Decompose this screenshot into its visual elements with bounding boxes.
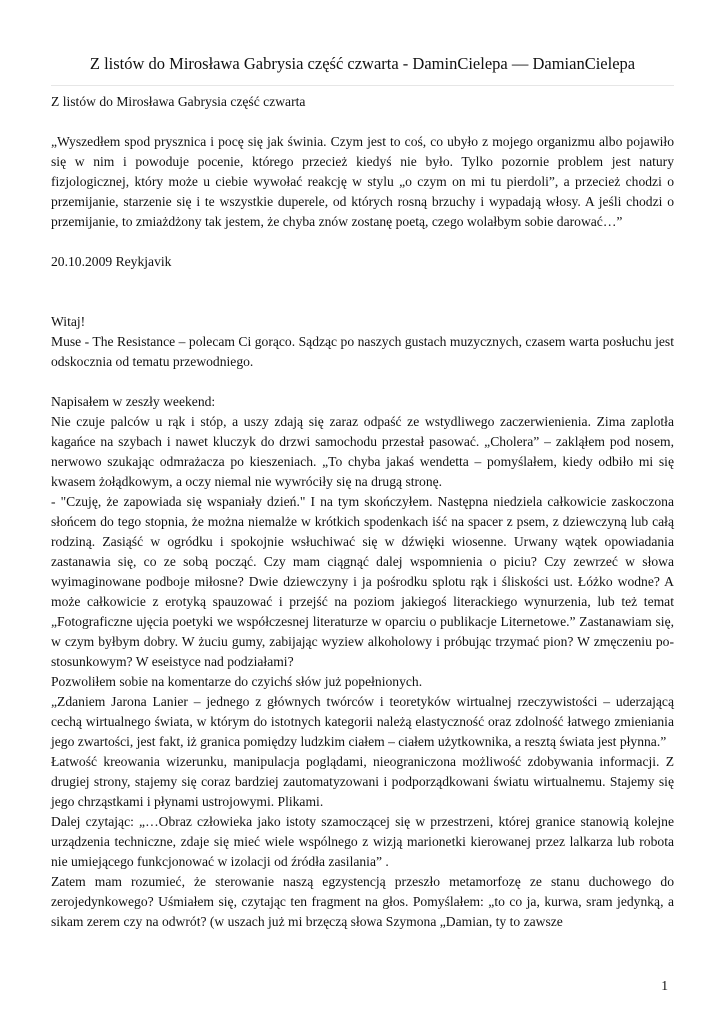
document-body [51, 92, 674, 932]
body-paragraph: Muse - The Resistance – polecam Ci gorąco. Sądząc po naszych gustach muzycznych, czasem warta posłuchu jest odskocznia od tematu przewodniego. [51, 334, 674, 369]
title-divider [51, 85, 674, 86]
body-paragraph: Dalej czytając: „…Obraz człowieka jako istoty szamoczącej się w przestrzeni, której granice stanowią kolejne urządzenia techniczne, zdaje się mieć wiele wspólnego z wizją marionetki kierowanej przez lalkarza lub robota nie umiejącego funkcjonować w izolacji od źródła zasilania” . [51, 814, 674, 869]
body-paragraph: Napisałem w zeszły weekend: [51, 394, 216, 409]
page-number: 1 [661, 978, 668, 993]
body-paragraph: Nie czuje palców u rąk i stóp, a uszy zdają się zaraz odpaść ze wstydliwego zaczerwienienia. Zima zaplotła kagańce na szybach i nawet kluczyk do drzwi samochodu przestał pasować. „Cholera” – zakląłem pod nosem, nerwowo szukając odmrażacza po kieszeniach. „To chyba jakaś wendetta – pomyślałem, kiedy odbiło mi się kwasem żołądkowym, a oczy niemal nie wywróciły się na drugą stronę. [51, 414, 674, 489]
body-paragraph: - "Czuję, że zapowiada się wspaniały dzień." I na tym skończyłem. Następna niedziela całkowicie zaskoczona słońcem do tego stopnia, że można niemalże w krótkich spodenkach iść na spacer z psem, z dziewczyną lub całą rodziną. Zasiąść w ogródku i spokojnie wsłuchiwać się w dźwięki wiosenne. Urwany wątek opowiadania zastanawia się, co ze sobą począć. Czy mam ciągnąć dalej wspomnienia o piciu? Czy zewrzeć w słowa wyimaginowane podboje miłosne? Dwie dziewczyny i ja pośrodku splotu rąk i śliskości ust. Łóżko wodne? A może całkowicie z erotyką spauzować i przejść na poziom jakiegoś literackiego wynurzenia, lub też temat „Fotograficzne ujęcia poetyki we współczesnej literaturze w oparciu o publikacje Liternetowe.” Zastanawiam się, w czym byłbym dobry. W żuciu gumy, zabijając wyziew alkoholowy i próbując trzymać pion? W zmęczeniu po-stosunkowym? W eseistyce nad podziałami? [51, 494, 674, 669]
body-paragraph: Pozwoliłem sobie na komentarze do czyichś słów już popełnionych. [51, 674, 423, 689]
body-paragraph: Zatem mam rozumieć, że sterowanie naszą egzystencją przeszło metamorfozę ze stanu duchowego do zerojedynkowego? Uśmiałem się, czytając ten fragment na głos. Pomyślałem: „to co ja, kurwa, sram jedynką, a sikam zerem czy na odwrót? (w uszach już mi brzęczą słowa Szymona „Damian, ty to zawsze [51, 874, 674, 929]
greeting: Witaj! [51, 314, 86, 329]
date-location: 20.10.2009 Reykjavik [51, 254, 172, 269]
quote-paragraph: „Zdaniem Jarona Lanier – jednego z głównych twórców i teoretyków wirtualnej rzeczywistości – uderzającą cechą wirtualnego świata, w którym do istotnych kategorii należą elastyczność oraz zdolność łatwego zmieniania jego zwartości, jest fakt, iż granica pomiędzy ludzkim ciałem – ciałem użytkownika, a resztą świata jest płynna.” [51, 694, 674, 749]
quote-paragraph: „Wyszedłem spod prysznica i pocę się jak świnia. Czym jest to coś, co ubyło z mojego organizmu albo pojawiło się w nim i powoduje pocenie, którego przecież kiedyś nie było. Tylko pozornie problem jest natury fizjologicznej, który może u ciebie wywołać reakcję w stylu „o czym on mi tu pierdoli”, a przecież chodzi o przemijanie, starzenie się i te wszystkie duperele, od których rosną brzuchy i wypadają włosy. A jeśli chodzi o przemijanie, to zmiażdżony tak jestem, że chyba znów zostanę poetą, czego wolałbym sobie darować…” [51, 134, 674, 229]
body-paragraph: Łatwość kreowania wizerunku, manipulacja poglądami, nieograniczona możliwość zdobywania informacji. Z drugiej strony, stajemy się coraz bardziej zautomatyzowani i podporządkowani światu wirtualnemu. Stajemy się jego chrząstkami i płynami ustrojowymi. Plikami. [51, 754, 674, 809]
subtitle-paragraph: Z listów do Mirosława Gabrysia część czwarta [51, 94, 306, 109]
page-title: Z listów do Mirosława Gabrysia część czwarta - DaminCielepa — DamianCielepa [89, 54, 636, 73]
